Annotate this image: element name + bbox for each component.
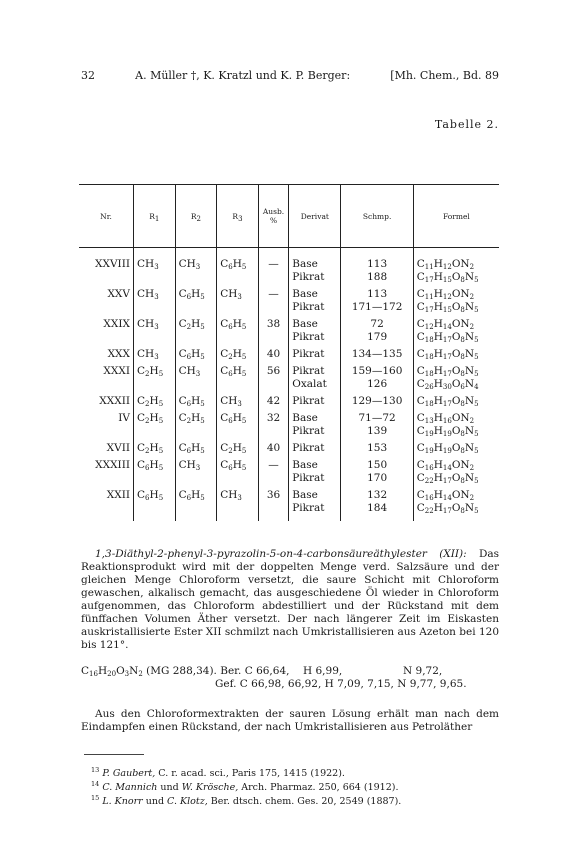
cell-r3: $CH_3$ [217, 485, 259, 521]
paragraph-ester-xii [81, 548, 499, 652]
cell-schmp [341, 485, 413, 521]
cell-r2: $C_6H_5$ [175, 485, 217, 521]
cell-r3: $C_2H_5$ [217, 438, 259, 455]
schmp-line: 72 [370, 318, 384, 330]
derivat-line: Pikrat [292, 442, 325, 454]
formel-line: $C_{19}H_{19}O_8N_5$ [416, 442, 479, 455]
formel-line: $C_{16}H_{14}ON_2$ [416, 459, 475, 472]
cell-r3: $CH_3$ [217, 391, 259, 408]
formel-line: $C_{22}H_{17}O_8N_5$ [416, 502, 479, 515]
schmp-line: 126 [367, 378, 388, 390]
schmp-line: 129—130 [351, 395, 403, 407]
derivat-line: Pikrat [292, 502, 325, 514]
table-row [79, 314, 499, 344]
schmp-line: 179 [367, 331, 388, 343]
formel-line: $C_{11}H_{12}ON_2$ [416, 288, 475, 301]
formel-line: $C_{12}H_{14}ON_2$ [416, 318, 475, 331]
derivat-line: Base [292, 318, 318, 330]
schmp-line: 188 [367, 271, 388, 283]
derivat-line: Oxalat [292, 378, 327, 390]
col-formel: Formel [413, 185, 499, 248]
cell-nr: IV [118, 412, 130, 424]
cell-nr: XXX [107, 348, 130, 360]
schmp-line: 171—172 [351, 301, 403, 313]
col-schmp: Schmp. [341, 185, 413, 248]
cell-schmp [341, 361, 413, 391]
cell-r1: $CH_3$ [134, 284, 176, 314]
col-r1: $R_1$ [134, 185, 176, 248]
analysis-ber-h: H 6,99, [303, 665, 343, 677]
cell-r2: $C_6H_5$ [175, 391, 217, 408]
cell-ausb: 38 [258, 314, 288, 344]
page-number: 32 [81, 69, 95, 82]
cell-ausb: — [258, 284, 288, 314]
table-header-row [79, 185, 499, 248]
cell-r1: $C_2H_5$ [134, 361, 176, 391]
cell-r3: $C_6H_5$ [217, 248, 259, 285]
cell-derivat [289, 314, 341, 344]
cell-schmp [341, 314, 413, 344]
derivat-line: Pikrat [292, 348, 325, 360]
cell-r2: $C_2H_5$ [175, 314, 217, 344]
cell-r1: $CH_3$ [134, 248, 176, 285]
cell-formel [413, 455, 499, 485]
cell-r1: $C_6H_5$ [134, 485, 176, 521]
table-row [79, 391, 499, 408]
table-row [79, 408, 499, 438]
cell-ausb: 40 [258, 344, 288, 361]
col-r2: $R_2$ [175, 185, 217, 248]
cell-ausb: 42 [258, 391, 288, 408]
analysis-gef: Gef. C 66,98, 66,92, H 7,09, 7,15, N 9,77, 9,65. [215, 678, 467, 690]
formel-line: $C_{17}H_{15}O_8N_5$ [416, 271, 479, 284]
cell-ausb: — [258, 248, 288, 285]
formel-line: $C_{18}H_{17}O_8N_5$ [416, 395, 479, 408]
cell-nr: XXII [106, 489, 130, 501]
formel-line: $C_{26}H_{30}O_6N_4$ [416, 378, 479, 391]
cell-formel [413, 408, 499, 438]
schmp-line: 134—135 [351, 348, 403, 360]
cell-nr: XXV [107, 288, 130, 300]
col-r3: $R_3$ [217, 185, 259, 248]
cell-ausb: — [258, 455, 288, 485]
paragraph-chloroform-extract: Aus den Chloroformextrakten der sauren Lösung erhält man nach dem Eindampfen einen Rückstand, der nach Umkristallisieren aus Petroläther [81, 708, 499, 733]
compound-title: 1,3-Diäthyl-2-phenyl-3-pyrazolin-5-on-4-carbonsäureäthylester (XII): [95, 548, 467, 560]
cell-schmp [341, 344, 413, 361]
cell-derivat [289, 485, 341, 521]
cell-r2: $C_6H_5$ [175, 284, 217, 314]
cell-derivat [289, 248, 341, 285]
schmp-line: 139 [367, 425, 388, 437]
derivat-line: Base [292, 258, 318, 270]
schmp-line: 150 [367, 459, 388, 471]
col-derivat: Derivat [289, 185, 341, 248]
schmp-line: 71—72 [358, 412, 396, 424]
cell-formel [413, 438, 499, 455]
cell-derivat [289, 344, 341, 361]
formel-line: $C_{18}H_{17}O_8N_5$ [416, 348, 479, 361]
table-row [79, 438, 499, 455]
header-authors: A. Müller †, K. Kratzl und K. P. Berger: [135, 69, 351, 82]
derivat-line: Base [292, 489, 318, 501]
derivat-line: Pikrat [292, 271, 325, 283]
schmp-line: 113 [367, 288, 388, 300]
cell-derivat [289, 391, 341, 408]
formel-line: $C_{18}H_{17}O_8N_5$ [416, 331, 479, 344]
derivat-line: Base [292, 288, 318, 300]
cell-r3: $C_6H_5$ [217, 455, 259, 485]
cell-r3: $C_6H_5$ [217, 361, 259, 391]
cell-r3: $C_6H_5$ [217, 408, 259, 438]
cell-ausb: 40 [258, 438, 288, 455]
cell-r1: $C_2H_5$ [134, 391, 176, 408]
cell-schmp [341, 438, 413, 455]
cell-derivat [289, 284, 341, 314]
schmp-line: 184 [367, 502, 388, 514]
analysis-formula: $C_{16}H_{20}O_3N_2$ (MG 288,34). Ber. C 66,64, [81, 665, 290, 678]
formel-line: $C_{18}H_{17}O_8N_5$ [416, 365, 479, 378]
running-header [81, 69, 499, 82]
data-table [79, 184, 499, 521]
formel-line: $C_{13}H_{16}ON_2$ [416, 412, 475, 425]
derivat-line: Pikrat [292, 472, 325, 484]
cell-formel [413, 344, 499, 361]
cell-nr: XXXIII [95, 459, 130, 471]
cell-nr: XVII [106, 442, 130, 454]
table-row [79, 361, 499, 391]
cell-r2: $CH_3$ [175, 361, 217, 391]
schmp-line: 153 [367, 442, 388, 454]
cell-nr: XXVIII [95, 258, 130, 270]
cell-derivat [289, 361, 341, 391]
formel-line: $C_{22}H_{17}O_8N_5$ [416, 472, 479, 485]
schmp-line: 170 [367, 472, 388, 484]
cell-formel [413, 391, 499, 408]
derivat-line: Base [292, 459, 318, 471]
cell-derivat [289, 408, 341, 438]
cell-r1: $CH_3$ [134, 344, 176, 361]
table-row [79, 284, 499, 314]
derivat-line: Pikrat [292, 425, 325, 437]
cell-nr: XXIX [103, 318, 130, 330]
col-nr: Nr. [79, 185, 134, 248]
analysis-ber-n: N 9,72, [403, 665, 443, 677]
cell-schmp [341, 408, 413, 438]
cell-r2: $CH_3$ [175, 455, 217, 485]
formel-line: $C_{11}H_{12}ON_2$ [416, 258, 475, 271]
header-journal: [Mh. Chem., Bd. 89 [390, 69, 499, 82]
footnote-13: $^{13}$ P. Gaubert, C. r. acad. sci., Paris 175, 1415 (1922). [91, 766, 345, 780]
table-title: Tabelle 2. [434, 118, 499, 131]
cell-r2: $CH_3$ [175, 248, 217, 285]
cell-schmp [341, 248, 413, 285]
cell-formel [413, 314, 499, 344]
derivat-line: Pikrat [292, 301, 325, 313]
cell-schmp [341, 391, 413, 408]
col-ausb: Ausb. % [258, 185, 288, 248]
cell-ausb: 56 [258, 361, 288, 391]
cell-formel [413, 361, 499, 391]
derivat-line: Pikrat [292, 365, 325, 377]
schmp-line: 132 [367, 489, 388, 501]
cell-r1: $C_6H_5$ [134, 455, 176, 485]
formel-line: $C_{19}H_{19}O_8N_5$ [416, 425, 479, 438]
cell-r2: $C_6H_5$ [175, 438, 217, 455]
cell-formel [413, 284, 499, 314]
elemental-analysis [81, 665, 501, 691]
table-row [79, 455, 499, 485]
schmp-line: 113 [367, 258, 388, 270]
derivat-line: Pikrat [292, 331, 325, 343]
cell-r1: $C_2H_5$ [134, 408, 176, 438]
formel-line: $C_{17}H_{15}O_8N_5$ [416, 301, 479, 314]
cell-ausb: 36 [258, 485, 288, 521]
cell-r3: $C_6H_5$ [217, 314, 259, 344]
cell-ausb: 32 [258, 408, 288, 438]
paragraph-text: Das Reaktionsprodukt wird mit der doppelten Menge verd. Salzsäure und der gleichen Menge Chloroform versetzt, die saure Schicht mit Chloroform gewaschen, alkalisch gemacht, das ausgeschiedene Öl wieder in Chloroform aufgenommen, das Chloroform abdestilliert und der Rückstand mit dem fünffachen Volumen Äther versetzt. Der nach längerer Zeit im Eiskasten auskristallisierte Ester XII schmilzt nach Umkristallisieren aus Azeton bei 120 bis 121°. [81, 548, 500, 651]
derivat-line: Pikrat [292, 395, 325, 407]
footnote-15: $^{15}$ L. Knorr und C. Klotz, Ber. dtsch. chem. Ges. 20, 2549 (1887). [91, 794, 402, 808]
cell-nr: XXXI [103, 365, 130, 377]
table-row [79, 485, 499, 521]
derivat-line: Base [292, 412, 318, 424]
table-row [79, 248, 499, 285]
footnote-14: $^{14}$ C. Mannich und W. Krösche, Arch. Pharmaz. 250, 664 (1912). [91, 780, 399, 794]
cell-formel [413, 248, 499, 285]
cell-derivat [289, 438, 341, 455]
cell-formel [413, 485, 499, 521]
cell-r1: $C_2H_5$ [134, 438, 176, 455]
cell-nr: XXXII [99, 395, 130, 407]
cell-schmp [341, 284, 413, 314]
cell-r2: $C_6H_5$ [175, 344, 217, 361]
cell-r3: $CH_3$ [217, 284, 259, 314]
table-row [79, 344, 499, 361]
footnote-divider [84, 754, 144, 755]
cell-derivat [289, 455, 341, 485]
cell-schmp [341, 455, 413, 485]
schmp-line: 159—160 [351, 365, 403, 377]
cell-r2: $C_2H_5$ [175, 408, 217, 438]
cell-r3: $C_2H_5$ [217, 344, 259, 361]
formel-line: $C_{16}H_{14}ON_2$ [416, 489, 475, 502]
cell-r1: $CH_3$ [134, 314, 176, 344]
